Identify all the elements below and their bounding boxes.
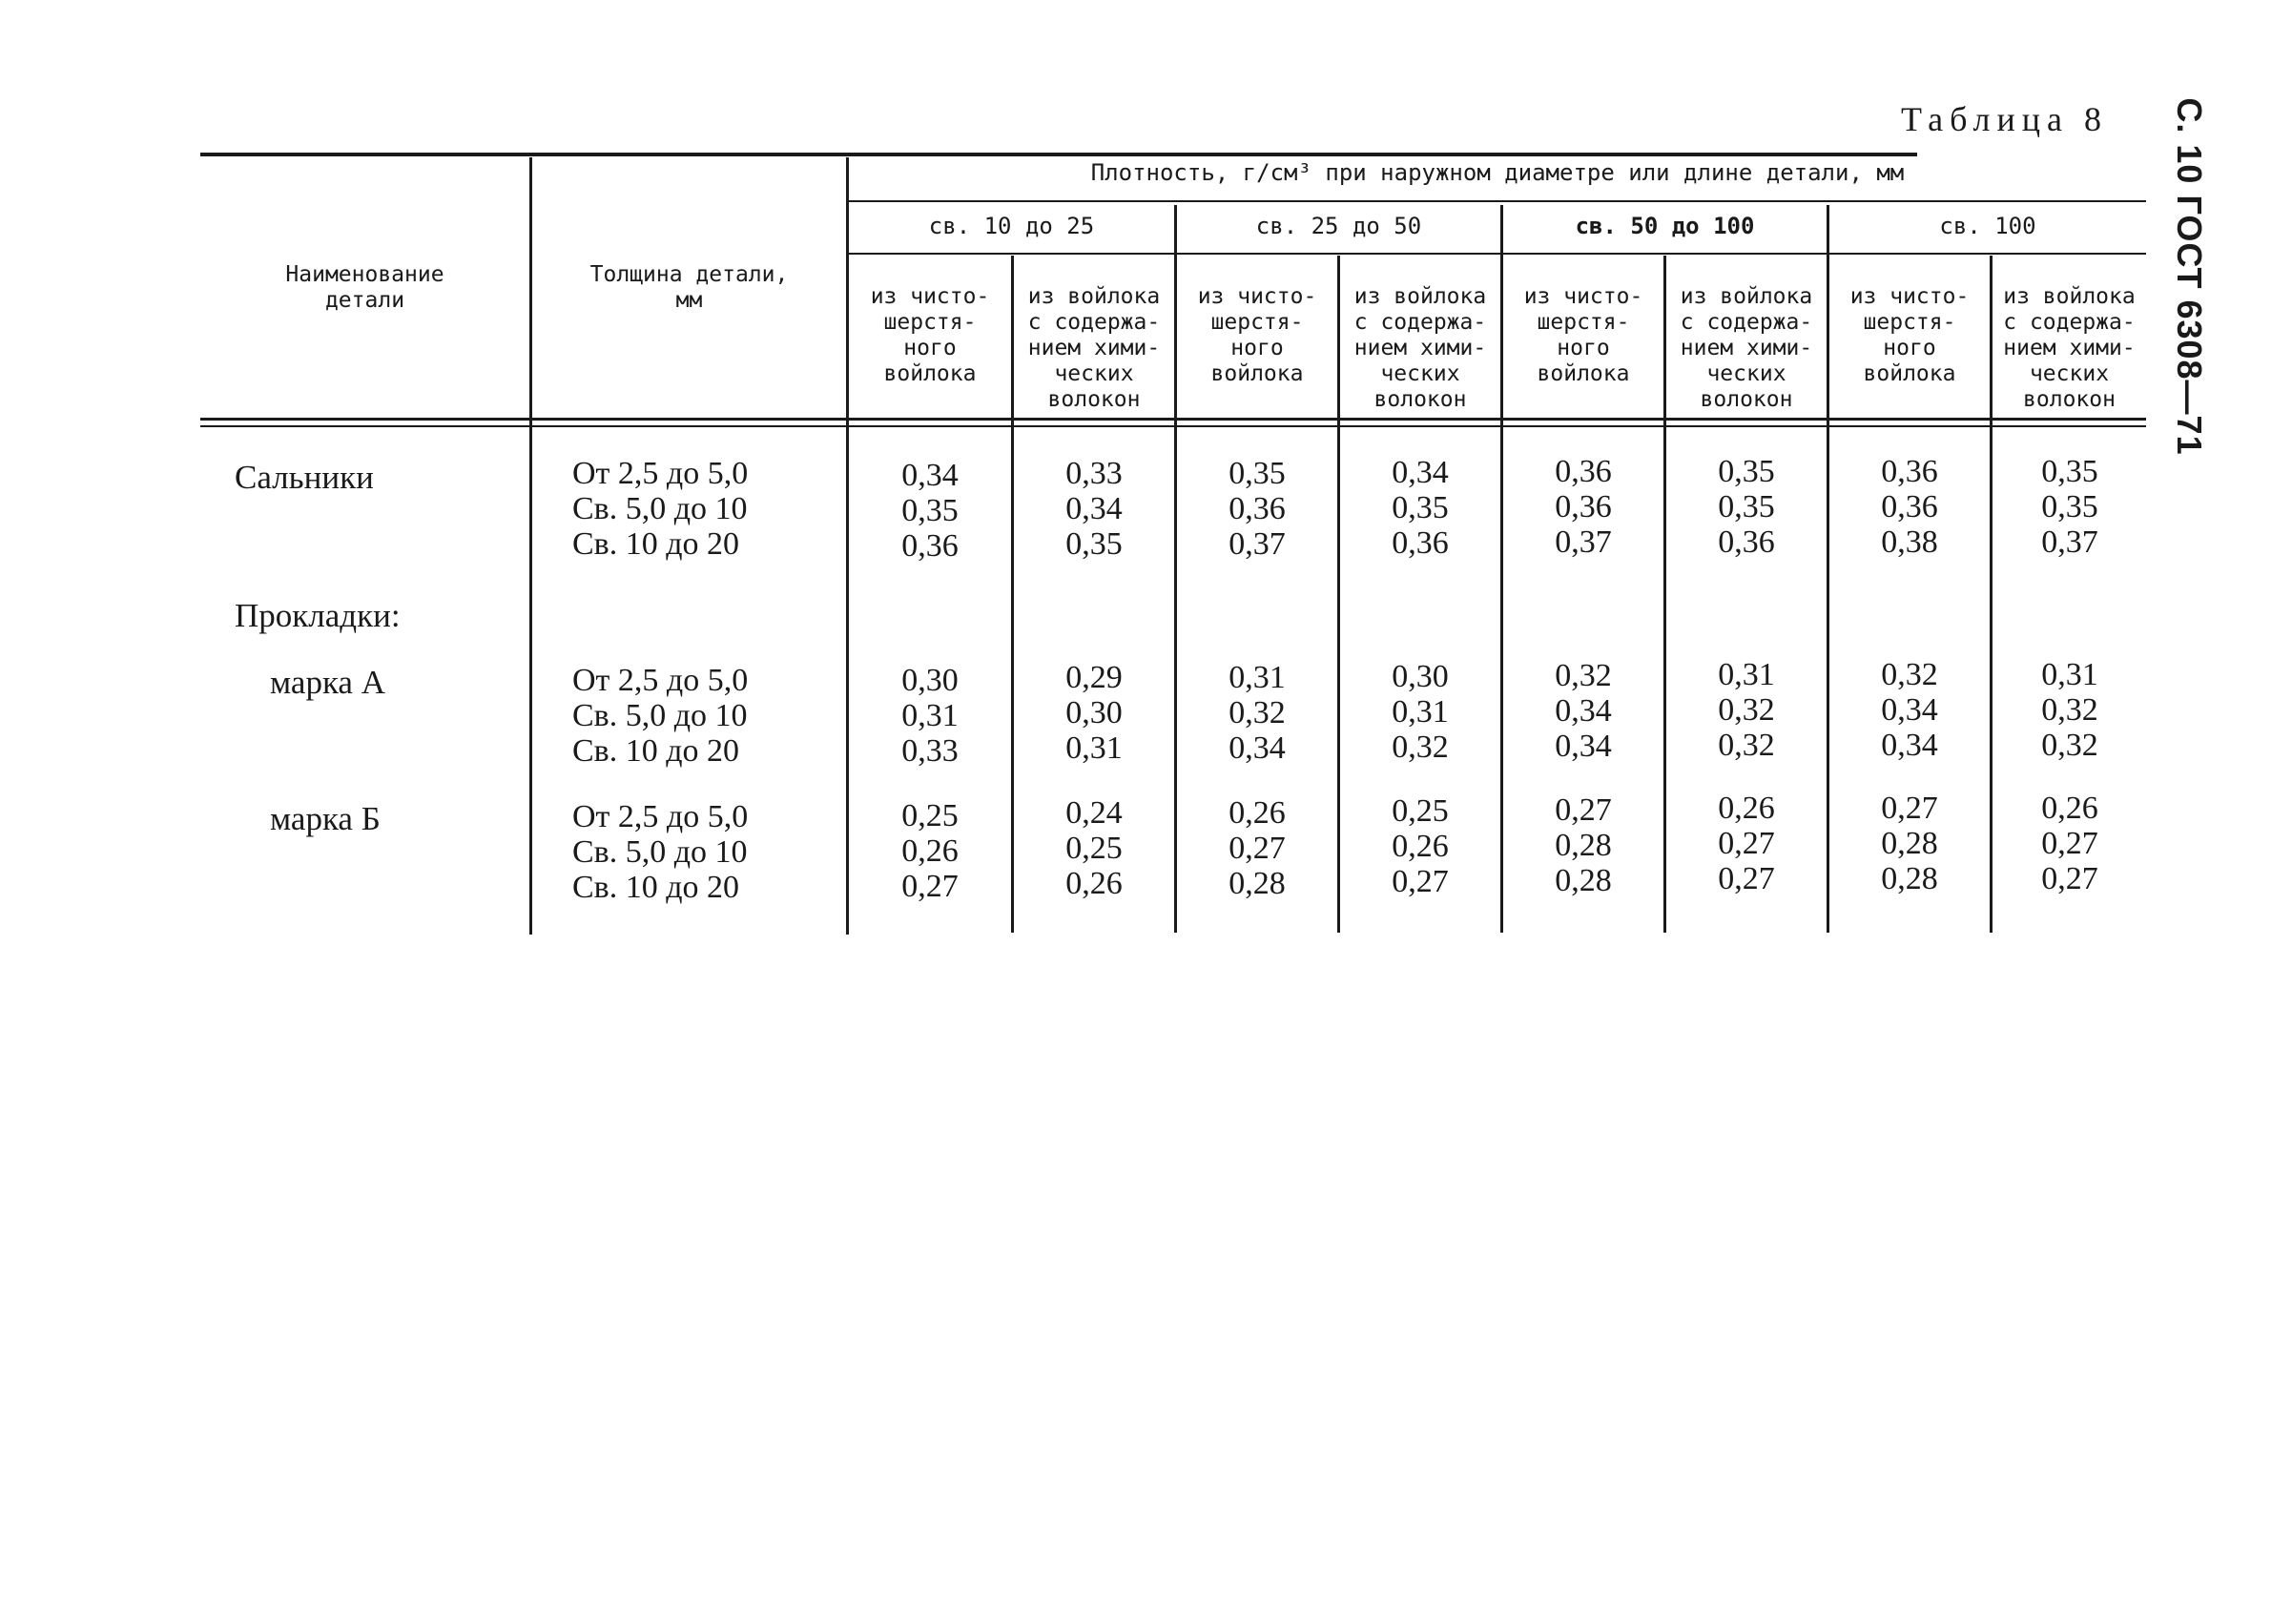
header-range-25-50: св. 25 до 50	[1255, 213, 1422, 239]
header-part-name: Наименование детали	[285, 262, 444, 313]
subheader-chemical-2: из войлока с содержа- нием хими- ческих волокон	[1353, 284, 1487, 412]
value-cell: 0,32 0,34 0,34	[1555, 658, 1612, 764]
value-cell: 0,36 0,36 0,37	[1555, 454, 1612, 560]
subheader-chemical-1: из войлока с содержа- нием хими- ческих волокон	[1027, 284, 1161, 412]
side-page-header	[2146, 97, 2232, 456]
subheader-pure-wool-4: из чисто- шерстя- ного войлока	[1849, 284, 1970, 386]
header-thickness: Толщина детали, мм	[589, 262, 789, 313]
subheader-chemical-4: из войлока с содержа- нием хими- ческих волокон	[2003, 284, 2136, 412]
value-cell: 0,26 0,27 0,28	[1229, 795, 1286, 901]
value-cell: 0,25 0,26 0,27	[1392, 793, 1449, 899]
value-cell: 0,32 0,34 0,34	[1881, 657, 1938, 763]
value-cell: 0,24 0,25 0,26	[1065, 795, 1123, 901]
value-cell: 0,31 0,32 0,34	[1229, 660, 1286, 766]
value-cell: 0,27 0,28 0,28	[1555, 792, 1612, 898]
header-range-100: св. 100	[1939, 213, 2036, 239]
value-cell: 0,30 0,31 0,32	[1392, 659, 1449, 765]
header-bottom-rule-2	[200, 425, 2146, 427]
row-name-gaskets: Прокладки:	[235, 597, 401, 634]
value-cell: 0,33 0,34 0,35	[1065, 456, 1123, 562]
header-range-rule	[849, 253, 2146, 255]
value-cell: 0,29 0,30 0,31	[1065, 660, 1123, 766]
value-cell: 0,35 0,35 0,37	[2041, 454, 2098, 560]
header-density: Плотность, г/см³ при наружном диаметре или длине детали, мм	[1090, 159, 1905, 186]
col-divider-name	[529, 157, 532, 935]
row-name-grade-b: марка Б	[270, 800, 381, 837]
table-title: Таблица 8	[1901, 100, 2108, 138]
header-group-rule	[849, 200, 2146, 202]
value-cell: 0,26 0,27 0,27	[1718, 791, 1775, 896]
subheader-pure-wool-1: из чисто- шерстя- ного войлока	[870, 284, 990, 386]
subheader-chemical-3: из войлока с содержа- нием хими- ческих волокон	[1680, 284, 1813, 412]
value-cell: 0,25 0,26 0,27	[901, 798, 959, 904]
value-cell: 0,30 0,31 0,33	[901, 663, 959, 769]
table-top-rule	[200, 153, 1917, 156]
row-name-grade-a: марка А	[270, 664, 385, 701]
header-bottom-rule-1	[200, 418, 2146, 421]
value-cell: 0,36 0,36 0,38	[1881, 454, 1938, 560]
value-cell: 0,31 0,32 0,32	[1718, 657, 1775, 763]
row-thickness-grade-b: От 2,5 до 5,0 Св. 5,0 до 10 Св. 10 до 20	[572, 799, 749, 905]
value-cell: 0,31 0,32 0,32	[2041, 657, 2098, 763]
header-range-10-25: св. 10 до 25	[928, 213, 1095, 239]
row-thickness-grade-a: От 2,5 до 5,0 Св. 5,0 до 10 Св. 10 до 20	[572, 663, 749, 769]
value-cell: 0,27 0,28 0,28	[1881, 791, 1938, 896]
subheader-pure-wool-3: из чисто- шерстя- ного войлока	[1523, 284, 1643, 386]
side-page-header-text: С. 10 ГОСТ 6308—71	[2170, 97, 2209, 456]
value-cell: 0,34 0,35 0,36	[1392, 455, 1449, 561]
value-cell: 0,35 0,35 0,36	[1718, 454, 1775, 560]
row-thickness-glands: От 2,5 до 5,0 Св. 5,0 до 10 Св. 10 до 20	[572, 456, 749, 562]
row-name-glands: Сальники	[235, 459, 374, 496]
header-range-50-100: св. 50 до 100	[1575, 213, 1755, 239]
subheader-pure-wool-2: из чисто- шерстя- ного войлока	[1197, 284, 1317, 386]
value-cell: 0,35 0,36 0,37	[1229, 456, 1286, 562]
value-cell: 0,34 0,35 0,36	[901, 458, 959, 564]
value-cell: 0,26 0,27 0,27	[2041, 791, 2098, 896]
